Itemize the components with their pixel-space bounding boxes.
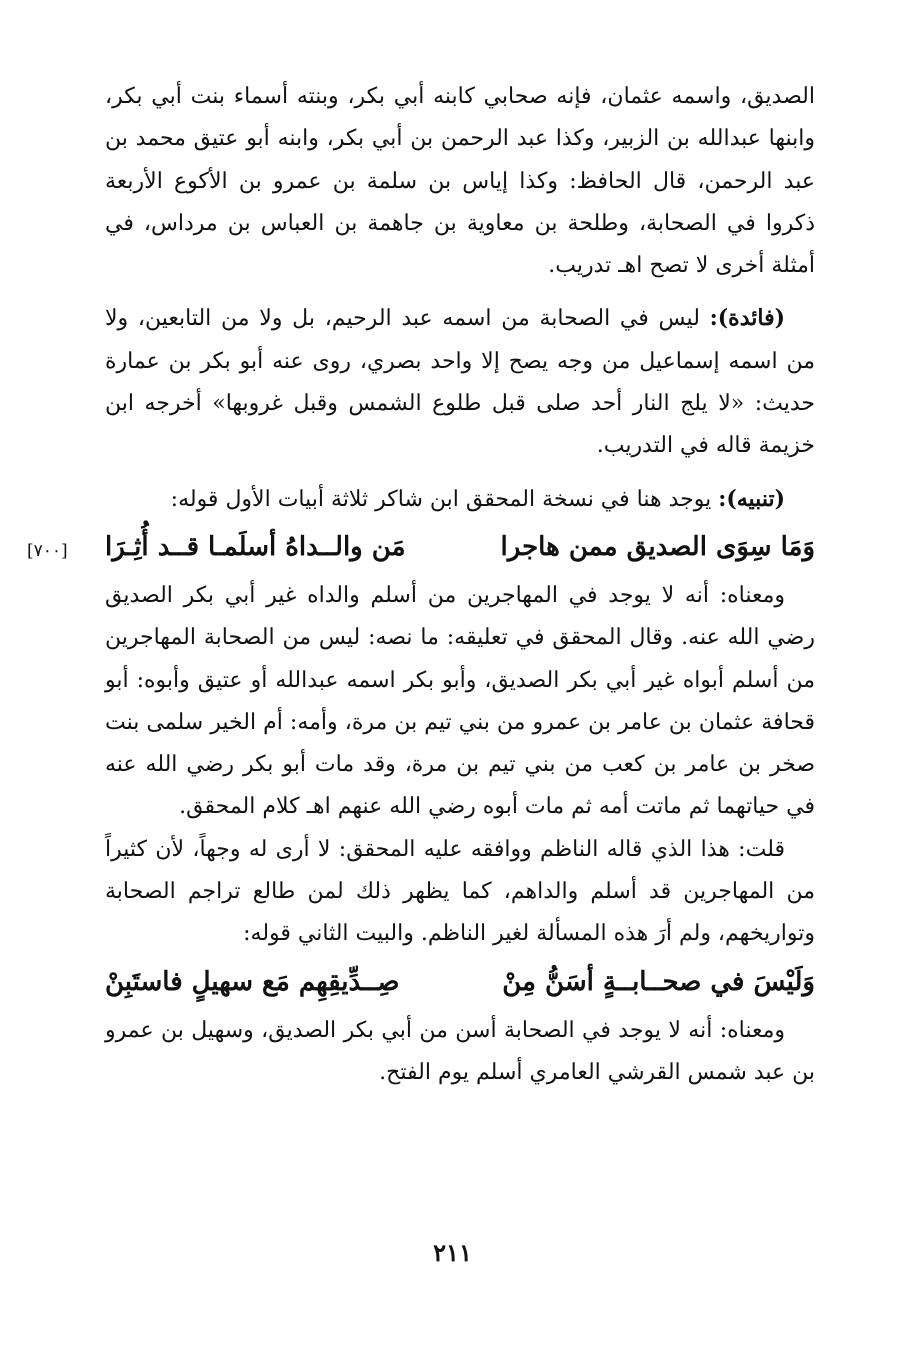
paragraph-meaning-2 [105,1010,815,1095]
benefit-label: (فائدة): [709,305,785,332]
verse-second [105,960,815,1004]
paragraph-notice [105,478,815,521]
paragraph-intro [105,76,815,287]
verse-second-first-hemistich: وَلَيْسَ في صحــابــةٍ أسَنُّ مِنْ [502,966,815,997]
paragraph-benefit-text: ليس في الصحابة من اسمه عبد الرحيم، بل ولا من التابعين، ولا من اسمه إسماعيل من وجه يصح إلا واحد بصري، روى عنه أبو بكر بن عمارة حديث: «لا يلج النار أحد صلى قبل طلوع الشمس وقبل غروبها» أخرجه ابن خزيمة قاله في التدريب. [105,306,815,459]
paragraph-comment [105,829,815,956]
paragraph-meaning-1-text: ومعناه: أنه لا يوجد في المهاجرين من أسلم والداه غير أبي بكر الصديق رضي الله عنه. وقال المحقق في تعليقه: ما نصه: ليس من الصحابة المهاجرين من أسلم أبواه غير أبي بكر الصديق، وأبو بكر اسمه عبدالله أو عتيق وأبوه: أبو قحافة عثمان بن عامر بن عمرو من بني تيم بن مرة، وأمه: أم الخير سلمى بنت صخر بن عامر بن كعب من بني تيم بن مرة، وقد مات أبو بكر رضي الله عنه في حياتهما ثم ماتت أمه ثم مات أبوه رضي الله عنهم اهـ كلام المحقق. [105,582,815,820]
paragraph-comment-text: قلت: هذا الذي قاله الناظم ووافقه عليه المحقق: لا أرى له وجهاً، لأن كثيراً من المهاجرين قد أسلم والداهم، كما يظهر ذلك لمن طالع تراجم الصحابة وتواريخهم، ولم أرَ هذه المسألة لغير الناظم. والبيت الثاني قوله: [105,836,815,947]
paragraph-meaning-1 [105,575,815,829]
notice-label: (تنبيه): [718,485,785,512]
verse-700 [27,525,815,569]
page-number: ٢١١ [433,1238,472,1267]
paragraph-meaning-2-text: ومعناه: أنه لا يوجد في الصحابة أسن من أبي بكر الصديق، وسهيل بن عمرو بن عبد شمس القرشي العامري أسلم يوم الفتح. [105,1017,815,1085]
paragraph-intro-text: الصديق، واسمه عثمان، فإنه صحابي كابنه أبي بكر، وبنته أسماء بنت أبي بكر، وابنها عبدالله بن الزبير، وكذا عبد الرحمن بن أبي بكر، وابنه أبو عتيق محمد بن عبد الرحمن، قال الحافظ: وكذا إياس بن سلمة بن عمرو بن الأكوع الأربعة ذكروا في الصحابة، وطلحة بن معاوية بن جاهمة بن العباس بن مرداس، في أمثلة أخرى لا تصح اهـ تدريب. [105,84,815,279]
paragraph-benefit [105,297,815,467]
verse-second-second-hemistich: صِــدِّيقِهِم مَع سهيلٍ فاستَبِنْ [105,966,400,997]
paragraph-notice-text: يوجد هنا في نسخة المحقق ابن شاكر ثلاثة أبيات الأول قوله: [170,486,719,512]
verse-number: [٧٠٠] [27,540,68,561]
verse-700-second-hemistich: مَن والــداهُ أسلَمـا قــد أُثِـرَا [105,531,406,562]
verse-700-first-hemistich: وَمَا سِوَى الصديق ممن هاجرا [500,531,815,562]
